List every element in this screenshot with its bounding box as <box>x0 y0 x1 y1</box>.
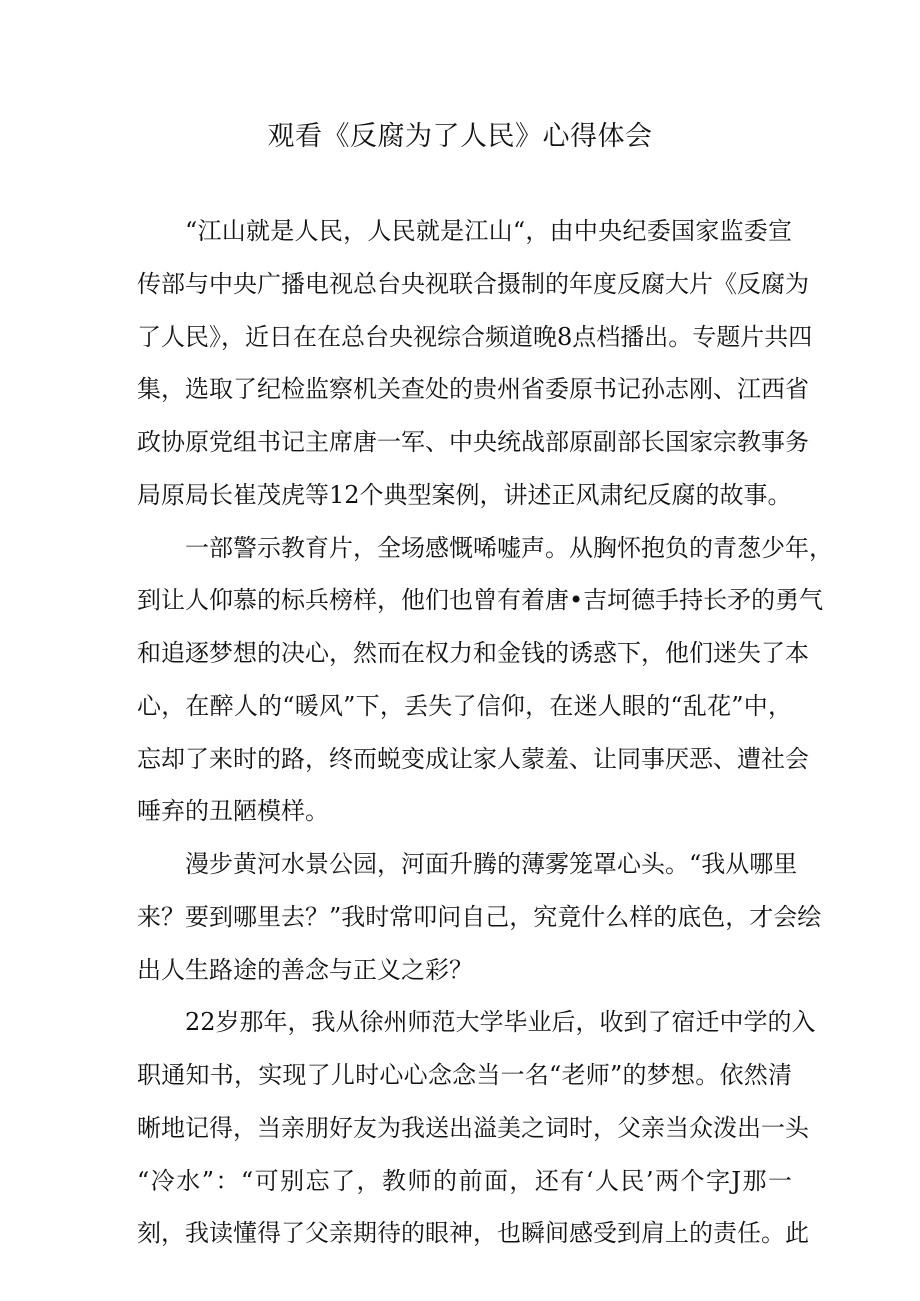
paragraph-3-line-3: 出人生路途的善念与正义之彩？ <box>137 955 473 984</box>
paragraph-2-line-6: 唾弃的丑陋模样。 <box>137 797 329 826</box>
paragraph-1-line-3: 了人民》，近日在在总台央视综合频道晚8点档播出。专题片共四 <box>137 322 813 351</box>
document-title: 观看《反腐为了人民》心得体会 <box>267 121 653 152</box>
paragraph-1-line-2: 传部与中央广播电视总台央视联合摄制的年度反腐大片《反腐为 <box>137 269 809 298</box>
paragraph-3-line-2: 来？要到哪里去？”我时常叩问自己，究竟什么样的底色，才会绘 <box>137 902 822 931</box>
paragraph-4-line-1: 22岁那年，我从徐州师范大学毕业后，收到了宿迁中学的入 <box>185 1008 816 1037</box>
paragraph-3-line-1: 漫步黄河水景公园，河面升腾的薄雾笼罩心头。“我从哪里 <box>185 850 798 878</box>
document-body <box>137 205 833 1260</box>
paragraph-4-line-4: “冷水”：“可别忘了，教师的前面，还有‘人民’两个字J那一 <box>137 1166 792 1195</box>
paragraph-2-line-2: 到让人仰慕的标兵榜样，他们也曾有着唐•吉坷德手持长矛的勇气 <box>137 586 824 615</box>
paragraph-4-line-2: 职通知书，实现了儿时心心念念当一名“老师”的梦想。依然清 <box>137 1061 792 1089</box>
paragraph-1-line-1: “江山就是人民，人民就是江山“，由中央纪委国家监委宣 <box>185 217 792 245</box>
paragraph-1-line-6: 局原局长崔茂虎等12个典型案例，讲述正风肃纪反腐的故事。 <box>137 480 792 509</box>
paragraph-4-line-3: 晰地记得，当亲朋好友为我送出溢美之词时，父亲当众泼出一头 <box>137 1113 809 1142</box>
paragraph-2-line-1: 一部警示教育片，全场感慨唏嘘声。从胸怀抱负的青葱少年， <box>185 533 833 562</box>
paragraph-1-line-4: 集，选取了纪检监察机关查处的贵州省委原书记孙志刚、江西省 <box>137 375 809 404</box>
paragraph-2-line-3: 和追逐梦想的决心，然而在权力和金钱的诱惑下，他们迷失了本 <box>137 639 809 667</box>
paragraph-2-line-5: 忘却了来时的路，终而蜕变成让家人蒙羞、让同事厌恶、遭社会 <box>137 744 809 773</box>
paragraph-1-line-5: 政协原党组书记主席唐一军、中央统战部原副部长国家宗教事务 <box>137 428 809 456</box>
paragraph-4-line-5: 刻，我读懂得了父亲期待的眼神，也瞬间感受到肩上的责任。此 <box>137 1219 809 1248</box>
paragraph-2-line-4: 心，在醉人的“暖风”下，丢失了信仰，在迷人眼的“乱花”中， <box>137 691 792 720</box>
